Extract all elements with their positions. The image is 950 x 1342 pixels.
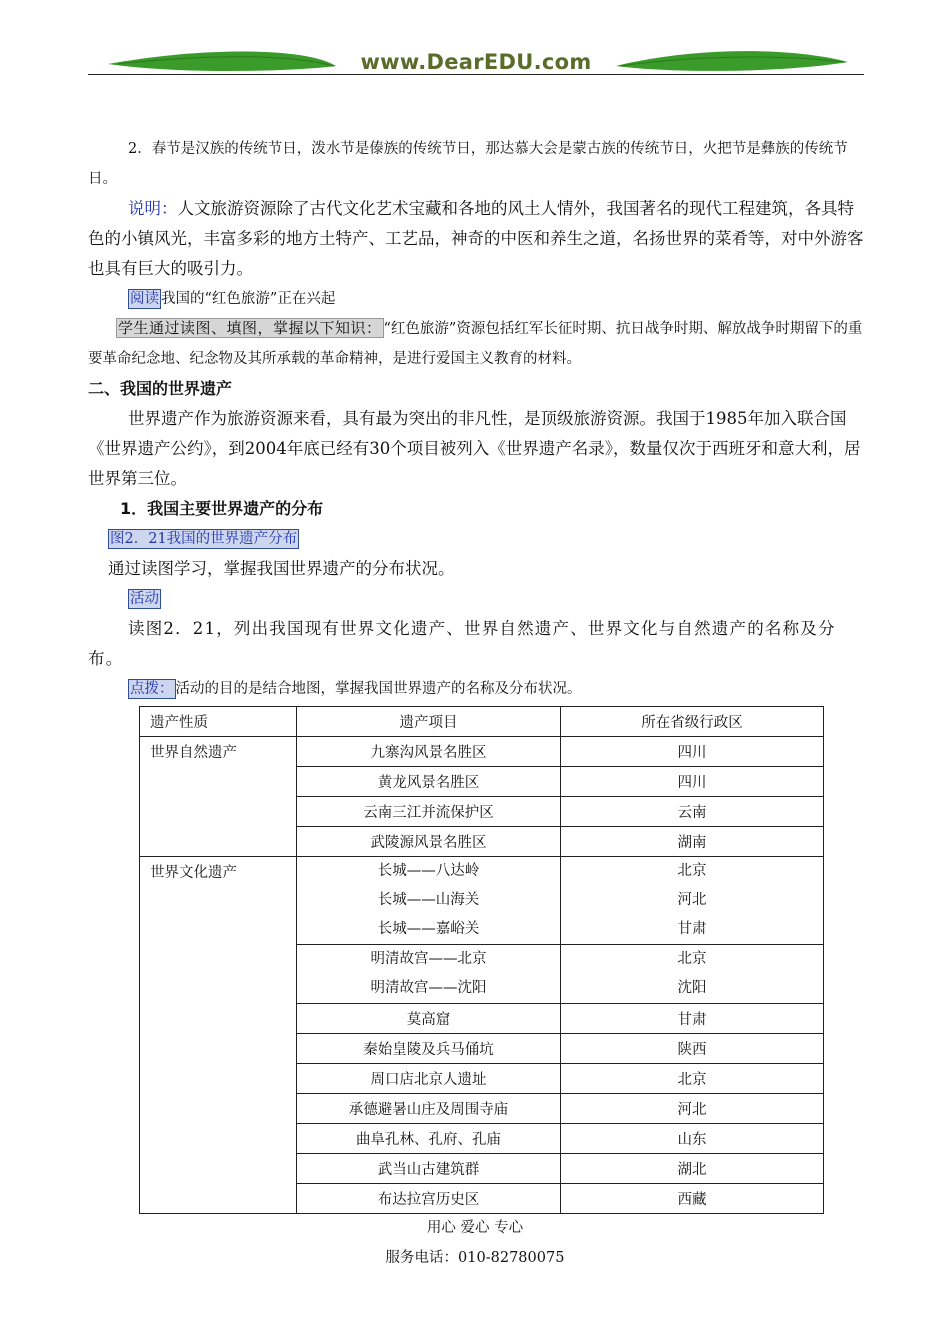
table-cell-province: 西藏 <box>561 1184 824 1214</box>
hint-tag: 点拨： <box>130 681 174 697</box>
section-heading: 二、我国的世界遗产 <box>88 379 233 398</box>
document-body <box>88 134 864 1214</box>
table-cell-item: 承德避暑山庄及周围寺庙 <box>297 1094 561 1124</box>
table-row <box>140 737 824 767</box>
natural-heritage-type: 世界自然遗产 <box>140 737 297 857</box>
table-cell-item: 莫高窟 <box>297 1004 561 1034</box>
table-cell-province: 北京 <box>677 863 707 879</box>
table-cell-item: 曲阜孔林、孔府、孔庙 <box>297 1124 561 1154</box>
figure-tag: 图2．21我国的世界遗产分布 <box>110 531 298 547</box>
sub-heading: 1．我国主要世界遗产的分布 <box>120 499 324 518</box>
table-cell-province: 甘肃 <box>561 1004 824 1034</box>
great-wall-provinces <box>561 857 824 945</box>
table-cell-province: 河北 <box>677 892 707 908</box>
table-header-row <box>140 707 824 737</box>
table-cell-item: 明清故宫——沈阳 <box>370 980 487 996</box>
table-cell-item: 长城——山海关 <box>377 892 480 908</box>
study-paragraph <box>88 314 864 374</box>
study-tag: 学生通过读图、填图，掌握以下知识： <box>118 319 382 337</box>
hint-paragraph <box>88 674 864 704</box>
table-cell-province: 云南 <box>561 797 824 827</box>
table-cell-province: 山东 <box>561 1124 824 1154</box>
point-2-paragraph: 2．春节是汉族的传统节日，泼水节是傣族的传统节日，那达慕大会是蒙古族的传统节日，火把节是彝族的传统节日。 <box>88 141 848 187</box>
table-cell-item: 明清故宫——北京 <box>370 951 487 967</box>
great-wall-items <box>297 857 561 945</box>
table-row <box>140 857 824 945</box>
footer-slogan: 用心 爱心 专心 <box>426 1220 524 1236</box>
table-cell-item: 武陵源风景名胜区 <box>297 827 561 857</box>
figure-text: 通过读图学习，掌握我国世界遗产的分布状况。 <box>108 559 455 578</box>
heritage-intro: 世界遗产作为旅游资源来看，具有最为突出的非凡性，是顶级旅游资源。我国于1985年加入联合国《世界遗产公约》，到2004年底已经有30个项目被列入《世界遗产名录》，数量仅次于西班牙和意大利，居世界第三位。 <box>88 409 861 488</box>
table-cell-province: 沈阳 <box>677 980 707 996</box>
site-url: www.DearEDU.com <box>360 50 592 74</box>
table-cell-item: 云南三江并流保护区 <box>297 797 561 827</box>
header-cell-item: 遗产项目 <box>297 707 561 737</box>
heritage-table <box>139 706 824 1214</box>
table-cell-province: 四川 <box>561 767 824 797</box>
reading-title: 我国的“红色旅游”正在兴起 <box>161 291 336 307</box>
table-cell-province: 四川 <box>561 737 824 767</box>
heritage-table-wrapper <box>139 706 864 1214</box>
study-text: “红色旅游”资源包括红军长征时期、抗日战争时期、解放战争时期留下的重要革命纪念地、纪念物及其所承载的革命精神，是进行爱国主义教育的材料。 <box>88 321 863 367</box>
table-cell-item: 秦始皇陵及兵马俑坑 <box>297 1034 561 1064</box>
header-cell-province: 所在省级行政区 <box>561 707 824 737</box>
note-label: 说明： <box>128 199 178 218</box>
figure-caption-line <box>88 524 864 554</box>
table-cell-province: 北京 <box>561 1064 824 1094</box>
activity-line <box>88 584 864 614</box>
note-paragraph <box>88 194 864 284</box>
table-cell-province: 陕西 <box>561 1034 824 1064</box>
table-cell-item: 长城——嘉峪关 <box>377 921 480 937</box>
reading-paragraph <box>88 284 864 314</box>
table-cell-item: 布达拉宫历史区 <box>297 1184 561 1214</box>
table-cell-item: 长城——八达岭 <box>377 863 480 879</box>
cultural-heritage-type: 世界文化遗产 <box>140 857 297 1214</box>
palace-provinces <box>561 945 824 1004</box>
header-divider <box>88 74 864 75</box>
palace-items <box>297 945 561 1004</box>
table-cell-province: 湖北 <box>561 1154 824 1184</box>
table-cell-item: 九寨沟风景名胜区 <box>297 737 561 767</box>
activity-tag: 活动 <box>130 591 159 607</box>
table-cell-province: 甘肃 <box>677 921 707 937</box>
hint-text: 活动的目的是结合地图，掌握我国世界遗产的名称及分布状况。 <box>175 681 582 697</box>
table-cell-province: 湖南 <box>561 827 824 857</box>
table-cell-province: 河北 <box>561 1094 824 1124</box>
table-cell-province: 北京 <box>677 951 707 967</box>
reading-tag: 阅读 <box>130 291 159 307</box>
table-cell-item: 黄龙风景名胜区 <box>297 767 561 797</box>
header-cell-type: 遗产性质 <box>140 707 297 737</box>
activity-text: 读图2．21，列出我国现有世界文化遗产、世界自然遗产、世界文化与自然遗产的名称及分布。 <box>88 619 836 668</box>
footer-phone: 服务电话：010-82780075 <box>385 1250 565 1266</box>
note-text: 人文旅游资源除了古代文化艺术宝藏和各地的风土人情外，我国著名的现代工程建筑，各具特色的小镇风光，丰富多彩的地方土特产、工艺品，神奇的中医和养生之道，名扬世界的菜肴等，对中外游客也具有巨大的吸引力。 <box>88 199 864 278</box>
table-cell-item: 周口店北京人遗址 <box>297 1064 561 1094</box>
table-cell-item: 武当山古建筑群 <box>297 1154 561 1184</box>
